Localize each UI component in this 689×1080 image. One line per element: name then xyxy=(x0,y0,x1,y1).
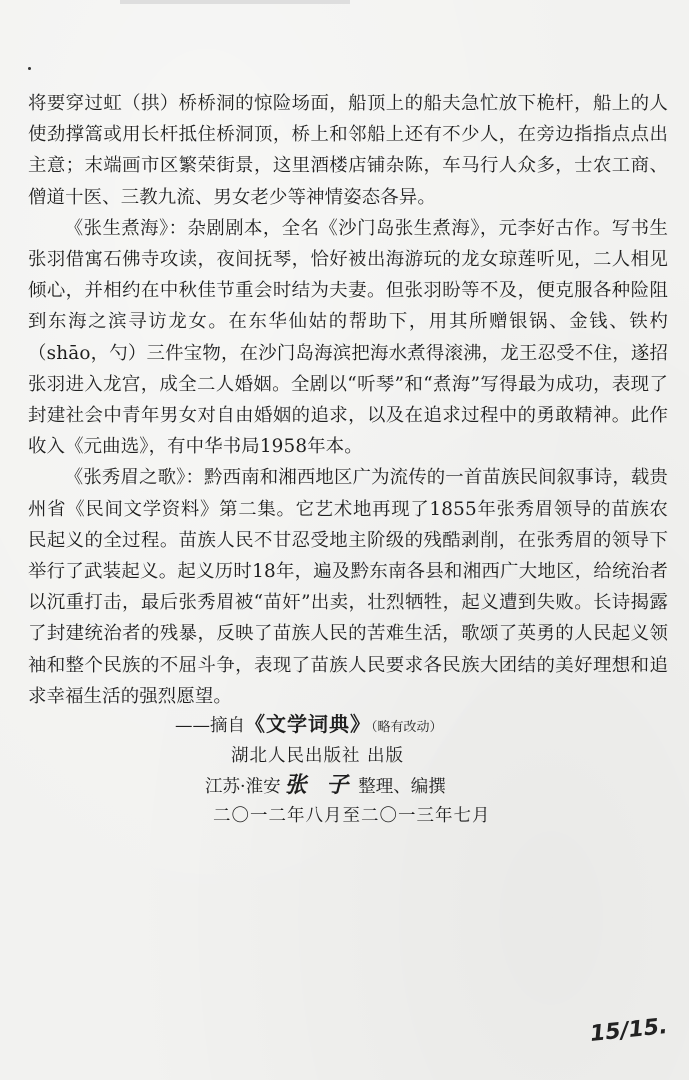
editor-role: 整理、编撰 xyxy=(358,777,446,797)
editor-place: 江苏·淮安 xyxy=(205,777,281,797)
editor-line xyxy=(205,771,689,802)
page-number: 15/15. xyxy=(588,1014,669,1047)
source-note: （略有改动） xyxy=(371,720,443,735)
main-text xyxy=(28,88,668,712)
paragraph-zhangxiumei-song: 《张秀眉之歌》：黔西南和湘西地区广为流传的一首苗族民间叙事诗，载贵州省《民间文学资料》第二集。它艺术地再现了1855年张秀眉领导的苗族农民起义的全过程。苗族人民不甘忍受地主阶级的残酷剥削，在张秀眉的领导下举行了武装起义。起义历时18年，遍及黔东南各县和湘西广大地区，给统治者以沉重打击，最后张秀眉被“苗奸”出卖，壮烈牺牲，起义遭到失败。长诗揭露了封建统治者的残暴，反映了苗族人民的苦难生活，歌颂了英勇的人民起义领袖和整个民族的不屈斗争，表现了苗族人民要求各民族大团结的美好理想和追求幸福生活的强烈愿望。 xyxy=(28,467,668,707)
previous-page-edge xyxy=(120,0,350,4)
source-book-title: 《文学词典》 xyxy=(245,712,371,736)
editor-signature: 张 子 xyxy=(284,772,355,798)
source-credits xyxy=(0,710,689,831)
stray-mark xyxy=(28,67,31,70)
paragraph-zhangsheng-zhuhai: 《张生煮海》：杂剧剧本，全名《沙门岛张生煮海》，元李好古作。写书生张羽借寓石佛寺攻读，夜间抚琴，恰好被出海游玩的龙女琼莲听见，二人相见倾心，并相约在中秋佳节重会时结为夫妻。但张羽盼等不及，便克服各种险阻到东海之滨寻访龙女。在东华仙姑的帮助下，用其所赠银锅、金钱、铁杓（shāo，勺）三件宝物，在沙门岛海滨把海水煮得滚沸，龙王忍受不住，遂招张羽进入龙宫，成全二人婚姻。全剧以“听琴”和“煮海”写得最为成功，表现了封建社会中青年男女对自由婚姻的追求，以及在追求过程中的勇敢精神。此作收入《元曲选》，有中华书局1958年本。 xyxy=(28,217,668,458)
source-line xyxy=(175,710,689,742)
publisher-line: 湖北人民出版社 出版 xyxy=(231,746,405,766)
paragraph-qingming-continued: 将要穿过虹（拱）桥桥洞的惊险场面，船顶上的船夫急忙放下桅杆，船上的人使劲撑篙或用长杆抵住桥洞顶，桥上和邻船上还有不少人，在旁边指指点点出主意；末端画市区繁荣街景，这里酒楼店铺杂陈，车马行人众多，士农工商、僧道十医、三教九流、男女老少等神情姿态各异。 xyxy=(28,93,668,208)
source-prefix: ——摘自 xyxy=(175,716,245,736)
date-range-line: 二〇一二年八月至二〇一三年七月 xyxy=(213,806,491,826)
